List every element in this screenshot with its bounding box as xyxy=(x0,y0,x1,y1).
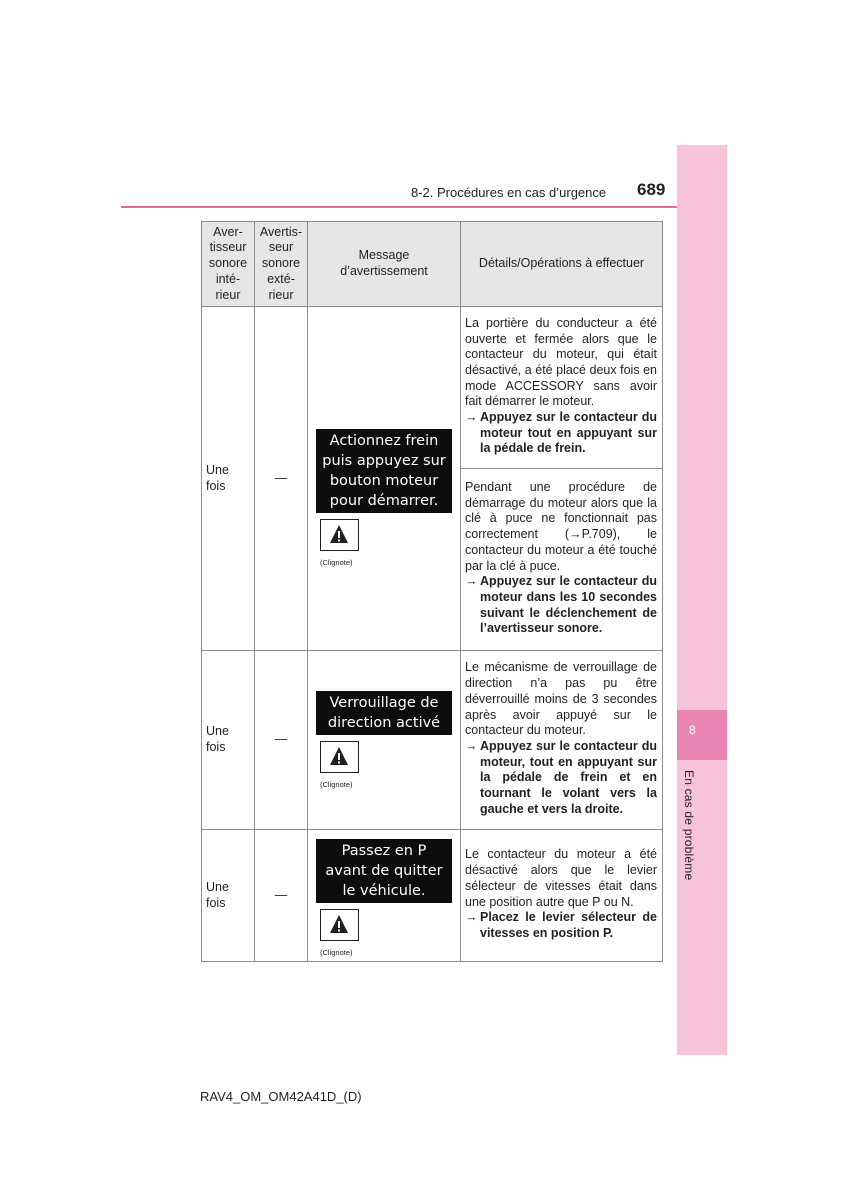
action-instruction: → Placez le levier sélecteur de vitesses en position P. xyxy=(465,910,657,940)
warning-triangle-icon xyxy=(320,519,359,551)
detail-text: Le mécanisme de verrouillage de direction n’a pas pu être déverrouillé moins de 3 secondes après avoir appuyé sur le contacteur du moteur. xyxy=(465,660,657,738)
warning-table xyxy=(201,221,663,962)
footer-document-code: RAV4_OM_OM42A41D_(D) xyxy=(200,1089,362,1104)
chapter-number-box xyxy=(677,710,727,760)
warning-triangle-icon xyxy=(320,741,359,773)
arrow-icon: → xyxy=(465,739,478,753)
table-header-row xyxy=(202,222,663,307)
chapter-title: En cas de problème xyxy=(682,770,696,881)
action-instruction: → Appuyez sur le contacteur du moteur, tout en appuyant sur la pédale de frein et en tournant le volant vers la gauche et vers la droite. xyxy=(465,739,657,816)
detail-cell xyxy=(461,469,663,651)
detail-cell xyxy=(461,830,663,962)
action-instruction: → Appuyez sur le contacteur du moteur dans les 10 secondes suivant le déclenchement de l’avertisseur sonore. xyxy=(465,574,657,636)
section-title: 8-2. Procédures en cas d’urgence xyxy=(411,185,607,200)
exterior-buzzer-cell: — xyxy=(255,830,308,962)
interior-buzzer-cell: Une fois xyxy=(202,307,255,651)
exterior-buzzer-cell: — xyxy=(255,307,308,651)
detail-cell xyxy=(461,651,663,830)
header-warning-message: Message d’avertissement xyxy=(308,222,461,307)
warning-message-display: Actionnez frein puis appuyez sur bouton moteur pour démarrer. xyxy=(316,429,452,513)
chapter-number: 8 xyxy=(689,723,696,737)
message-cell xyxy=(308,651,461,830)
action-instruction: → Appuyez sur le contacteur du moteur tout en appuyant sur la pédale de frein. xyxy=(465,410,657,456)
table-row xyxy=(202,651,663,830)
detail-cell xyxy=(461,307,663,469)
message-cell xyxy=(308,830,461,962)
warning-message-display: Passez en P avant de quitter le véhicule. xyxy=(316,839,452,903)
header-details: Détails/Opérations à effectuer xyxy=(461,222,663,307)
page-number: 689 xyxy=(637,180,666,199)
detail-text: Le contacteur du moteur a été désactivé alors que le levier sélecteur de vitesses était dans une position autre que P ou N. xyxy=(465,847,657,909)
header-exterior-buzzer: Avertis- seur sonore exté- rieur xyxy=(255,222,308,307)
icon-caption: (Clignote) xyxy=(320,557,353,567)
warning-triangle-icon xyxy=(320,909,359,941)
exterior-buzzer-cell: — xyxy=(255,651,308,830)
arrow-icon: → xyxy=(465,910,478,925)
interior-buzzer-cell: Une fois xyxy=(202,651,255,830)
arrow-icon: → xyxy=(465,410,478,425)
header-interior-buzzer: Aver- tisseur sonore inté- rieur xyxy=(202,222,255,307)
warning-message-display: Verrouillage de direction activé xyxy=(316,691,452,735)
chapter-side-tab xyxy=(677,145,727,1055)
interior-buzzer-cell: Une fois xyxy=(202,830,255,962)
message-cell xyxy=(308,307,461,651)
table-row xyxy=(202,830,663,962)
icon-caption: (Clignote) xyxy=(320,947,353,957)
table-row xyxy=(202,307,663,469)
icon-caption: (Clignote) xyxy=(320,779,353,789)
header-rule xyxy=(121,206,677,208)
detail-text: La portière du conducteur a été ouverte et fermée alors que le contacteur du moteur, qui était désactivé, a été placé deux fois en mode ACCESSORY sans avoir fait démarrer le moteur. xyxy=(465,315,657,409)
detail-text: Pendant une procédure de démarrage du moteur alors que la clé à puce ne fonctionnait pas correctement (→P.709), le contacteur du moteur a été touché par la clé à puce. xyxy=(465,479,657,573)
arrow-icon: → xyxy=(465,574,478,589)
